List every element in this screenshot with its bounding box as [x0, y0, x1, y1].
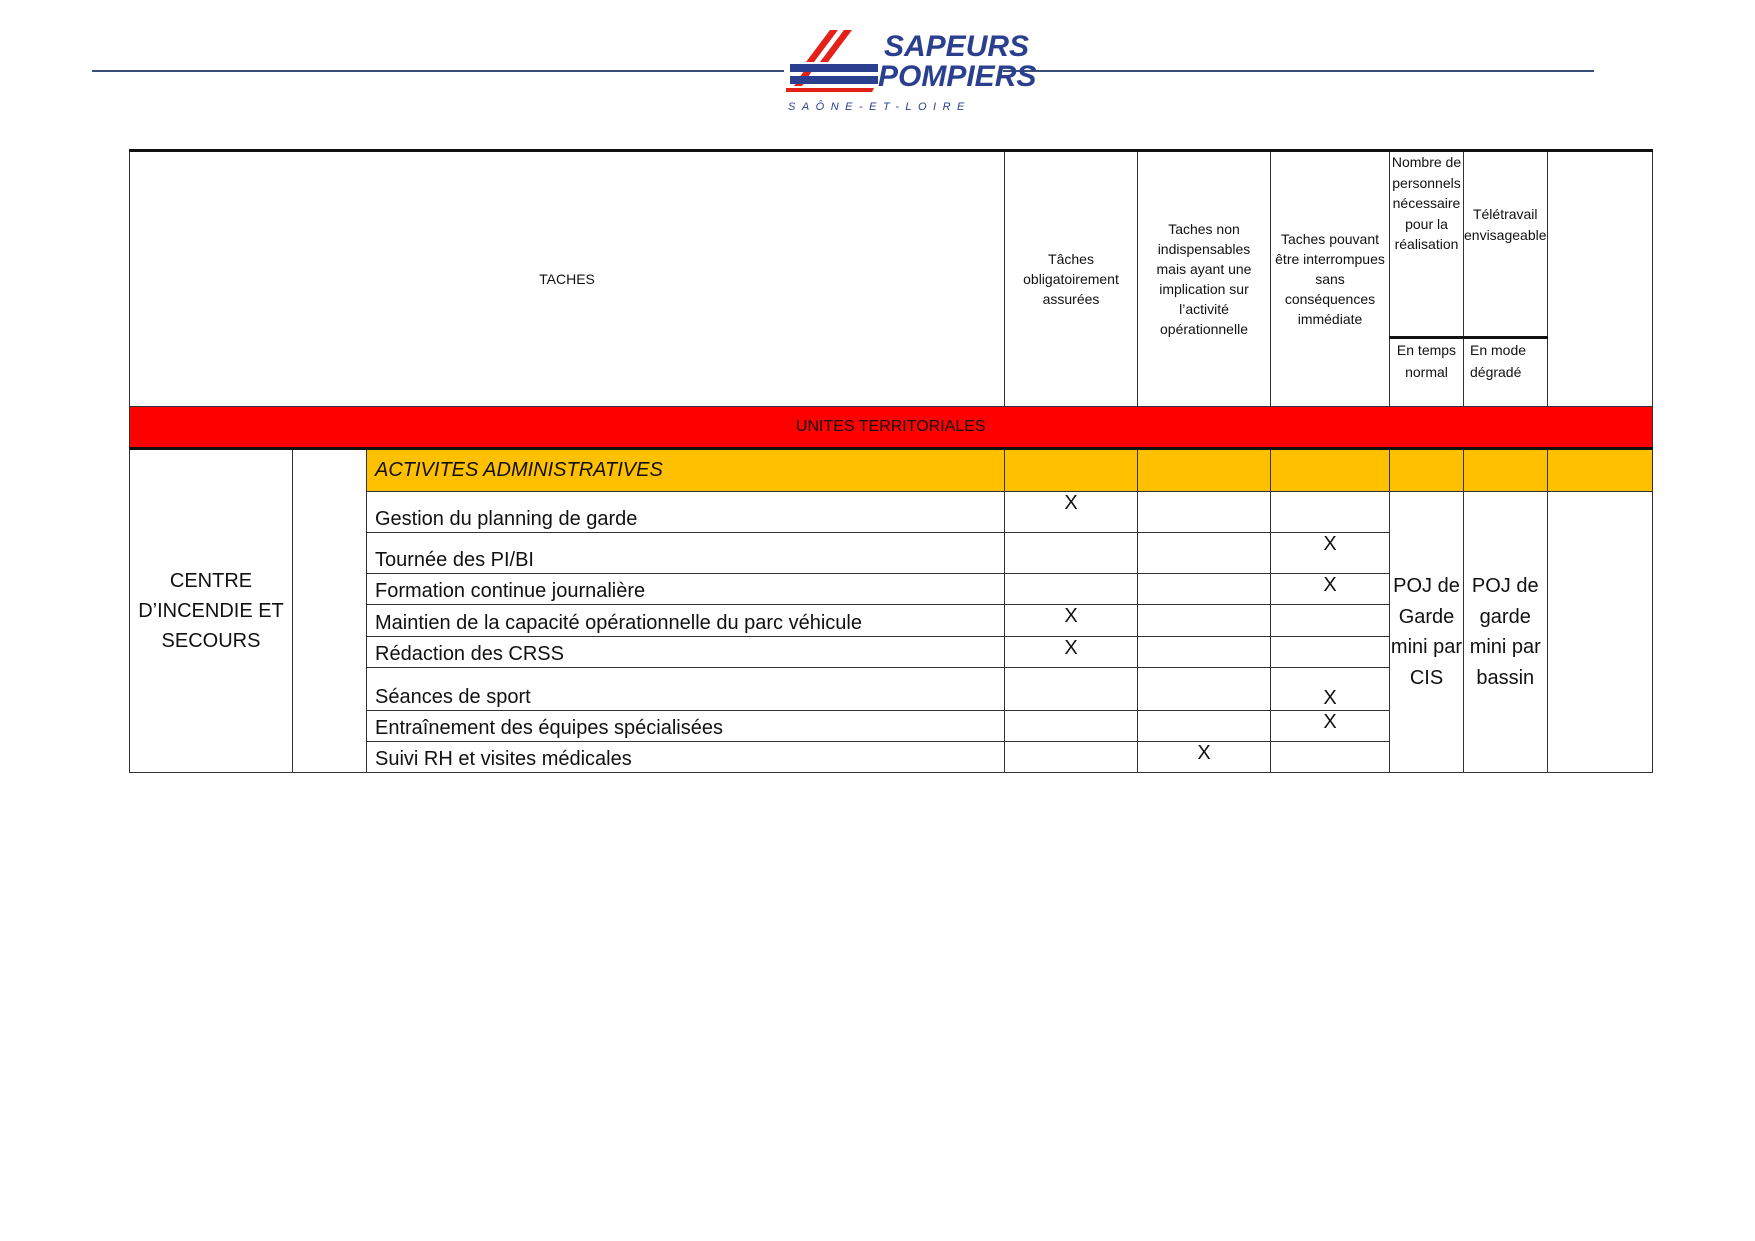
poj-normal: POJ de Garde mini par CIS: [1390, 492, 1464, 773]
en-temps-normal-header: En temps normal: [1390, 338, 1464, 407]
header-rule-right: [1003, 70, 1594, 72]
empty-subgroup-cell: [293, 449, 367, 773]
logo-line2: POMPIERS: [878, 60, 1037, 93]
mark-non-indispensable: [1138, 637, 1271, 668]
category-cell: [1547, 449, 1652, 492]
non-indispensables-header: Taches non indispensables mais ayant une implication sur l’activité opérationnelle: [1138, 151, 1271, 407]
category-cell: [1390, 449, 1464, 492]
sdis-logo: [786, 26, 1037, 114]
interrompues-header: Taches pouvant être interrompues sans conséquences immédiate: [1271, 151, 1390, 407]
poj-degrade: POJ de garde mini par bassin: [1464, 492, 1548, 773]
extra-header: [1547, 151, 1652, 407]
category-cell: [1271, 449, 1390, 492]
nombre-header: Nombre de personnels nécessaire pour la réalisation: [1390, 151, 1464, 338]
mark-interrompue: [1271, 492, 1390, 533]
mark-obligatoire: [1005, 711, 1138, 742]
mark-non-indispensable: X: [1138, 742, 1271, 773]
empty-extra-cell: [1547, 492, 1652, 773]
category-cell: [1005, 449, 1138, 492]
task-label: Gestion du planning de garde: [367, 492, 1005, 533]
mark-obligatoire: X: [1005, 605, 1138, 637]
category-row: [130, 449, 1653, 492]
logo-line1: SAPEURS: [884, 30, 1030, 63]
teletravail-header: Télétravail envisageable: [1464, 151, 1548, 338]
mark-obligatoire: X: [1005, 492, 1138, 533]
task-label: Maintien de la capacité opérationnelle du parc véhicule: [367, 605, 1005, 637]
logo-line3: SAÔNE-ET-LOIRE: [788, 101, 971, 113]
task-label: Suivi RH et visites médicales: [367, 742, 1005, 773]
obligatoires-header: Tâches obligatoirement assurées: [1005, 151, 1138, 407]
category-cell: [1138, 449, 1271, 492]
mark-obligatoire: [1005, 668, 1138, 711]
mark-interrompue: [1271, 605, 1390, 637]
en-mode-degrade-header: En mode dégradé: [1464, 338, 1548, 407]
category-cell: [1464, 449, 1548, 492]
mark-interrompue: X: [1271, 668, 1390, 711]
sapeurs-pompiers-logo: [786, 26, 1037, 114]
mark-obligatoire: [1005, 533, 1138, 574]
tasks-table: [129, 149, 1653, 773]
section-title: UNITES TERRITORIALES: [130, 407, 1653, 449]
group-label: CENTRE D’INCENDIE ET SECOURS: [130, 449, 293, 773]
mark-non-indispensable: [1138, 668, 1271, 711]
header-row: [130, 151, 1653, 338]
mark-interrompue: X: [1271, 711, 1390, 742]
mark-interrompue: [1271, 637, 1390, 668]
task-label: Séances de sport: [367, 668, 1005, 711]
category-label: ACTIVITES ADMINISTRATIVES: [367, 449, 1005, 492]
task-label: Formation continue journalière: [367, 574, 1005, 605]
mark-obligatoire: [1005, 742, 1138, 773]
header-rule-left: [92, 70, 784, 72]
mark-non-indispensable: [1138, 711, 1271, 742]
mark-obligatoire: [1005, 574, 1138, 605]
task-label: Rédaction des CRSS: [367, 637, 1005, 668]
task-label: Entraînement des équipes spécialisées: [367, 711, 1005, 742]
mark-interrompue: [1271, 742, 1390, 773]
taches-header: TACHES: [130, 151, 1005, 407]
section-row: [130, 407, 1653, 449]
mark-interrompue: X: [1271, 574, 1390, 605]
mark-non-indispensable: [1138, 574, 1271, 605]
mark-non-indispensable: [1138, 605, 1271, 637]
mark-interrompue: X: [1271, 533, 1390, 574]
mark-obligatoire: X: [1005, 637, 1138, 668]
task-label: Tournée des PI/BI: [367, 533, 1005, 574]
mark-non-indispensable: [1138, 533, 1271, 574]
mark-non-indispensable: [1138, 492, 1271, 533]
